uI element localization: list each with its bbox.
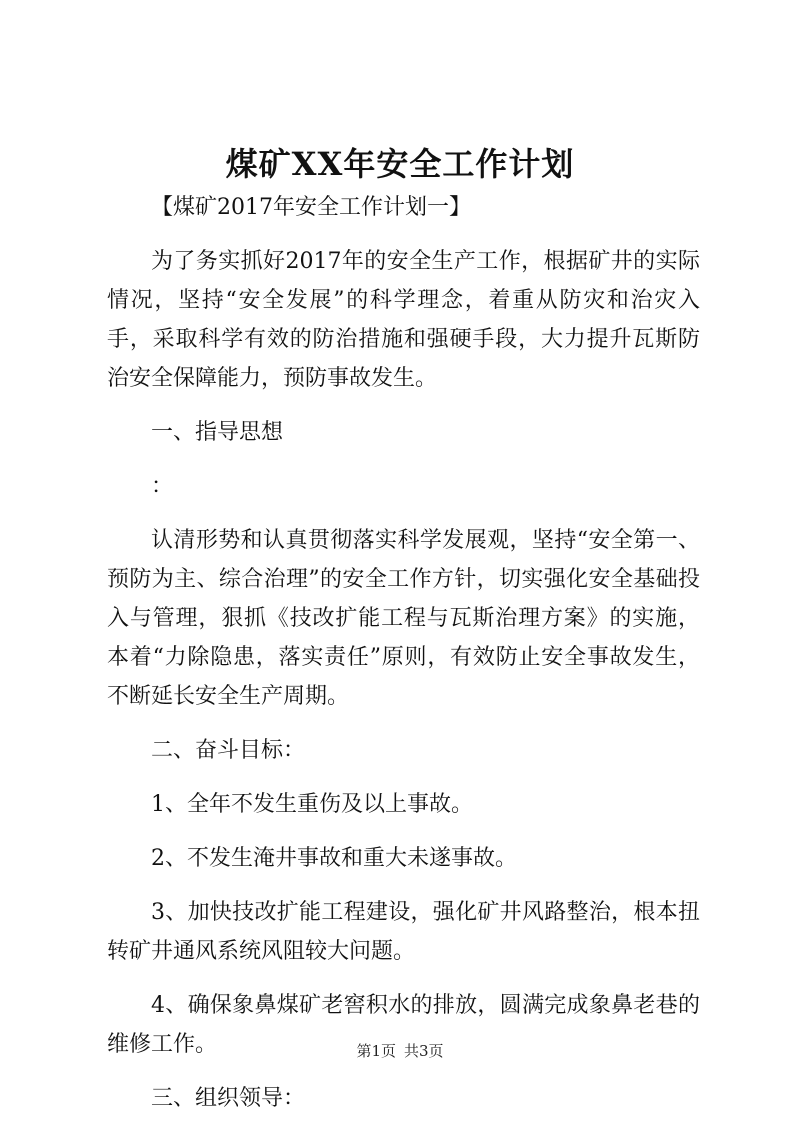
section-heading-guiding-thought: 一、指导思想: [151, 420, 284, 445]
goal-item-3: 3、加快技改扩能工程建设，强化矿井风路整治，根本扭转矿井通风系统风阻较大问题。: [107, 900, 700, 964]
plan-subtitle: 【煤矿2017年安全工作计划一】: [151, 195, 471, 220]
page-number: 第1页: [356, 1042, 396, 1060]
goal-item-2: 2、不发生淹井事故和重大未遂事故。: [151, 846, 517, 871]
colon-line: ：: [151, 474, 174, 499]
page-total: 共3页: [404, 1042, 444, 1060]
document-title: 煤矿XX年安全工作计划: [225, 145, 575, 183]
section-heading-organization: 三、组织领导：: [151, 1086, 306, 1111]
section-heading-goals: 二、奋斗目标：: [151, 738, 306, 763]
goal-item-1: 1、全年不发生重伤及以上事故。: [151, 792, 473, 817]
page-footer: [0, 1041, 800, 1061]
document-body: [107, 188, 700, 1133]
guiding-thought-paragraph: 认清形势和认真贯彻落实科学发展观，坚持“安全第一、预防为主、综合治理”的安全工作方针，切实强化安全基础投入与管理，狠抓《技改扩能工程与瓦斯治理方案》的实施，本着“力除隐患，落实责任”原则，有效防止安全事故发生，不断延长安全生产周期。: [107, 528, 700, 709]
intro-paragraph: 为了务实抓好2017年的安全生产工作，根据矿井的实际情况，坚持“安全发展”的科学理念，着重从防灾和治灾入手，采取科学有效的防治措施和强硬手段，大力提升瓦斯防治安全保障能力，预防事故发生。: [107, 249, 700, 391]
goal-item-4: 4、确保象鼻煤矿老窖积水的排放，圆满完成象鼻老巷的维修工作。: [107, 993, 700, 1057]
